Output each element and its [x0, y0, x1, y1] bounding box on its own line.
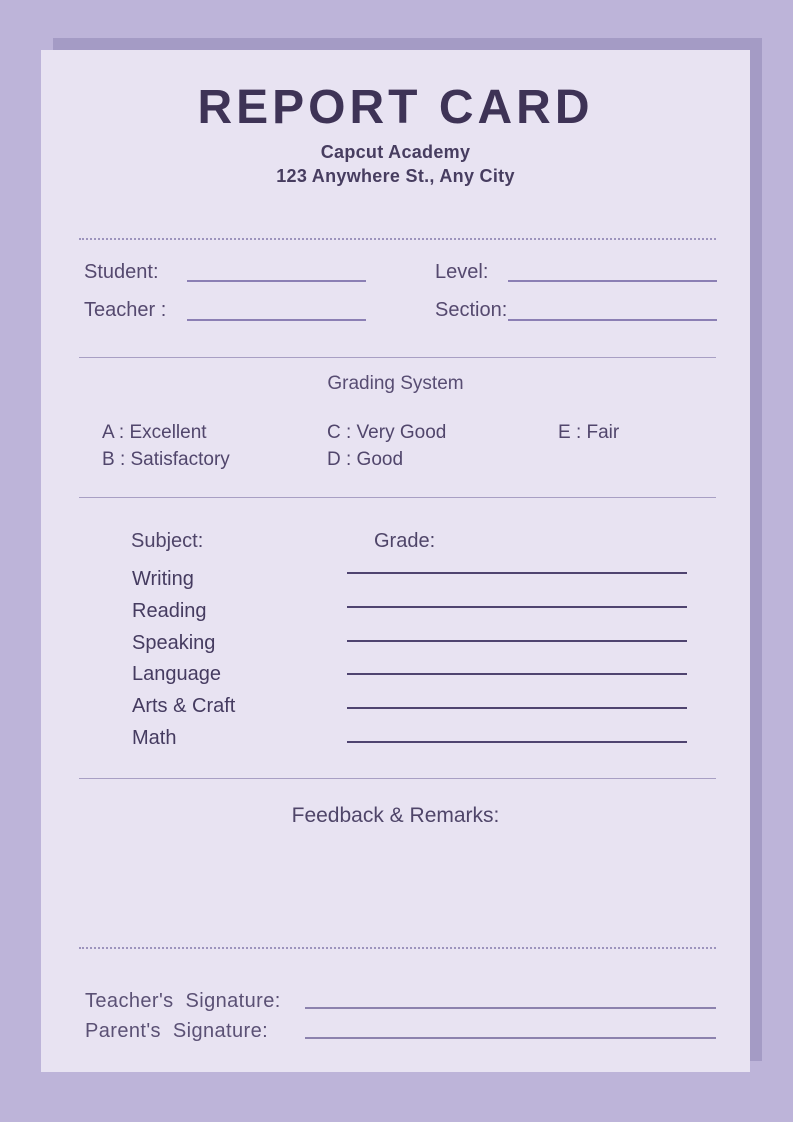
- subject-label-speaking: Speaking: [132, 632, 216, 654]
- grade-line-language[interactable]: [347, 673, 687, 675]
- subject-label-math: Math: [132, 727, 177, 749]
- divider-above-feedback: [79, 778, 716, 779]
- grading-item-d: D : Good: [327, 449, 404, 470]
- divider-dotted-bottom: [79, 947, 716, 949]
- grading-column-3: [558, 419, 619, 446]
- grade-line-writing[interactable]: [347, 572, 687, 574]
- level-input-line[interactable]: [508, 280, 717, 282]
- school-address: 123 Anywhere St., Any City: [276, 166, 515, 186]
- teacher-signature-line[interactable]: [305, 1007, 716, 1009]
- grade-line-speaking[interactable]: [347, 640, 687, 642]
- grading-column-2: [327, 419, 446, 473]
- page-title: REPORT CARD: [197, 81, 594, 134]
- subject-label-arts-craft: Arts & Craft: [132, 695, 236, 717]
- school-info: [41, 140, 750, 188]
- subject-label-reading: Reading: [132, 600, 207, 622]
- parent-signature-label: Parent's Signature:: [85, 1020, 269, 1042]
- divider-above-subjects: [79, 497, 716, 498]
- divider-dotted-top: [79, 238, 716, 240]
- student-input-line[interactable]: [187, 280, 366, 282]
- feedback-remarks-heading: Feedback & Remarks:: [291, 804, 500, 827]
- grading-item-e: E : Fair: [558, 422, 620, 443]
- teacher-label: Teacher :: [84, 299, 167, 321]
- teacher-input-line[interactable]: [187, 319, 366, 321]
- school-name: Capcut Academy: [320, 142, 471, 162]
- level-label: Level:: [435, 261, 489, 283]
- grade-line-math[interactable]: [347, 741, 687, 743]
- grading-item-c: C : Very Good: [327, 422, 447, 443]
- student-label: Student:: [84, 261, 159, 283]
- subject-label-writing: Writing: [132, 568, 194, 590]
- grade-column-header: Grade:: [374, 530, 436, 552]
- grading-item-a: A : Excellent: [102, 422, 207, 443]
- grade-line-reading[interactable]: [347, 606, 687, 608]
- parent-signature-line[interactable]: [305, 1037, 716, 1039]
- teacher-signature-label: Teacher's Signature:: [85, 990, 281, 1012]
- subject-label-language: Language: [132, 663, 221, 685]
- section-input-line[interactable]: [508, 319, 717, 321]
- grading-column-1: [102, 419, 230, 473]
- section-label: Section:: [435, 299, 508, 321]
- divider-above-grading: [79, 357, 716, 358]
- grading-item-b: B : Satisfactory: [102, 449, 230, 470]
- report-card: [41, 50, 750, 1072]
- grade-line-arts-craft[interactable]: [347, 707, 687, 709]
- subject-column-header: Subject:: [131, 530, 204, 552]
- grading-system-heading: Grading System: [327, 373, 464, 394]
